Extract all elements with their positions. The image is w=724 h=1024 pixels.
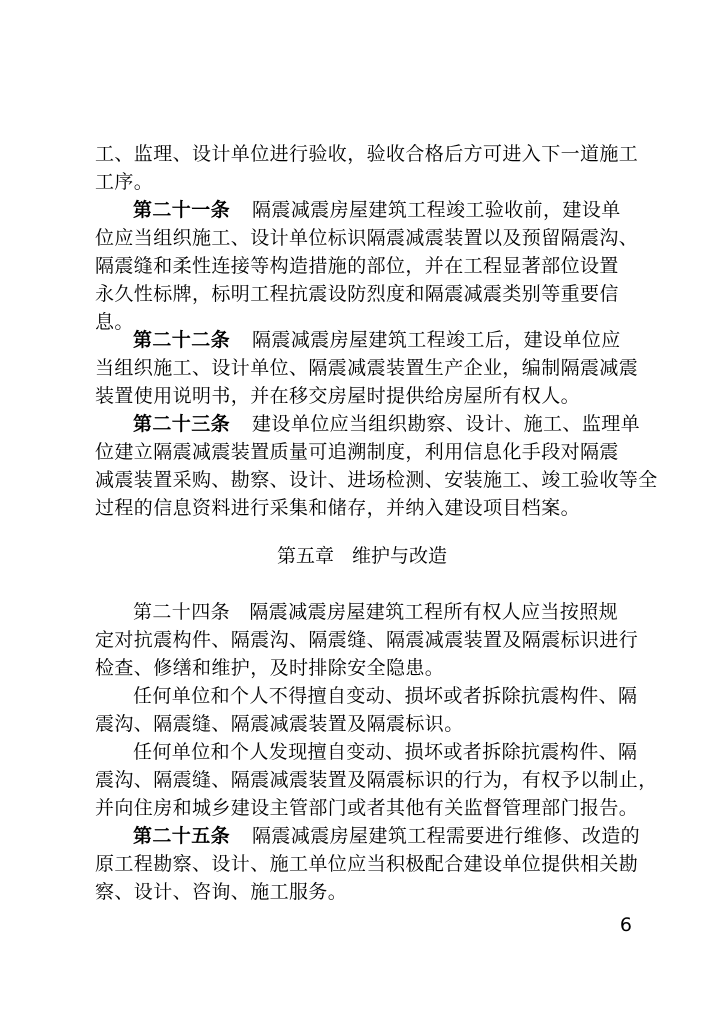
article-heading: 第二十一条 [133,199,231,221]
text-line: 察、设计、咨询、施工服务。 [95,881,348,903]
article-text: 隔震减震房屋建筑工程竣工验收前，建设单 [252,199,621,221]
chapter-title [0,542,724,570]
article-text: 隔震减震房屋建筑工程竣工后，建设单位应 [252,329,621,351]
text-line: 震沟、隔震缝、隔震减震装置及隔震标识的行为，有权予以制止， [95,769,658,791]
text-line: 装置使用说明书，并在移交房屋时提供给房屋所有权人。 [95,385,581,407]
text-line: 工序。 [95,171,154,193]
text-line: 并向住房和城乡建设主管部门或者其他有关监督管理部门报告。 [95,797,639,819]
article-23-line [133,410,640,438]
text-line: 当组织施工、设计单位、隔震减震装置生产企业，编制隔震减震 [95,357,639,379]
text-line: 减震装置采购、勘察、设计、进场检测、安装施工、竣工验收等全 [95,469,658,491]
article-24-line: 第二十四条 隔震减震房屋建筑工程所有权人应当按照规 [133,601,619,623]
text-line: 检查、修缮和维护，及时排除安全隐患。 [95,657,445,679]
text-line: 隔震缝和柔性连接等构造措施的部位，并在工程显著部位设置 [95,255,619,277]
text-line: 位应当组织施工、设计单位标识隔震减震装置以及预留隔震沟、 [95,227,639,249]
text-line: 永久性标牌，标明工程抗震设防烈度和隔震减震类别等重要信 [95,283,619,305]
paragraph-line: 任何单位和个人发现擅自变动、损坏或者拆除抗震构件、隔 [133,741,638,763]
article-heading: 第二十二条 [133,329,231,351]
article-heading: 第二十五条 [133,825,231,847]
article-25-line [133,822,640,850]
page-number: 6 [619,914,632,936]
article-21-line [133,196,640,224]
chapter-number: 第五章 [276,545,334,567]
text-line: 位建立隔震减震装置质量可追溯制度，利用信息化手段对隔震 [95,441,619,463]
text-line: 震沟、隔震缝、隔震减震装置及隔震标识。 [95,713,464,735]
article-22-line [133,326,640,354]
text-line: 原工程勘察、设计、施工单位应当积极配合建设单位提供相关勘 [95,853,639,875]
text-line: 工、监理、设计单位进行验收，验收合格后方可进入下一道施工 [95,143,639,165]
text-line: 过程的信息资料进行采集和储存，并纳入建设项目档案。 [95,497,581,519]
article-heading: 第二十三条 [133,413,231,435]
paragraph-line: 任何单位和个人不得擅自变动、损坏或者拆除抗震构件、隔 [133,685,638,707]
article-text: 隔震减震房屋建筑工程需要进行维修、改造的 [252,825,641,847]
text-line: 息。 [95,311,134,333]
text-line: 定对抗震构件、隔震沟、隔震缝、隔震减震装置及隔震标识进行 [95,629,639,651]
chapter-name: 维护与改造 [352,545,448,567]
article-text: 建设单位应当组织勘察、设计、施工、监理单 [252,413,641,435]
